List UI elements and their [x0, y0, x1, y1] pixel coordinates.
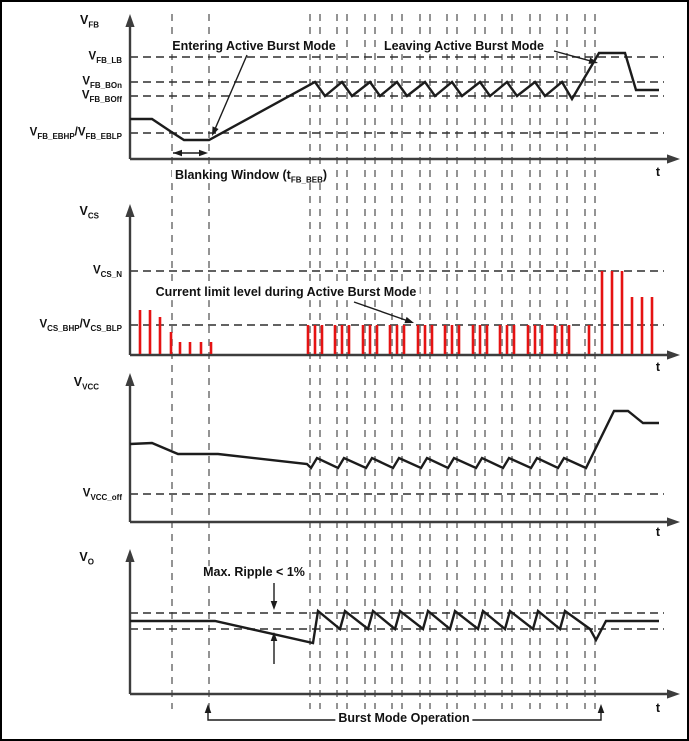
vfb-axis-label: $V_{FB}$	[79, 13, 99, 30]
leaving-burst-mode-text: Leaving Active Burst Mode	[381, 40, 547, 54]
vvcc-off-label: $V_{VCC\_off}$	[82, 487, 122, 502]
blanking-window-text: Blanking Window $(t_{FB\_BEB})$	[172, 169, 330, 183]
vfb-lb-label: $V_{FB\_LB}$	[88, 50, 122, 65]
vvcc-time-label: t	[655, 525, 661, 540]
vcs-n-label: $V_{CS\_N}$	[92, 264, 122, 279]
burst-span-left-arrowhead	[205, 704, 212, 713]
diagram-canvas	[2, 2, 689, 741]
current-limit-text: Current limit level during Active Burst Mode	[153, 286, 420, 300]
vcs-time-label: t	[655, 360, 661, 375]
max-ripple-upper-arrow-head	[271, 601, 278, 610]
vfb-time-label: t	[655, 165, 661, 180]
y-axis-arrowhead	[125, 14, 134, 27]
y-axis-arrowhead	[125, 204, 134, 217]
vcs-bhp-blp-label: $V_{CS\_BHP}/V_{CS\_BLP}$	[39, 318, 122, 333]
burst-mode-operation-text: Burst Mode Operation	[335, 712, 472, 726]
plot-vfb	[125, 14, 680, 164]
blanking-window-span-arrow-head	[173, 150, 182, 157]
x-axis-arrowhead	[667, 689, 680, 698]
max-ripple-text: Max. Ripple < 1%	[200, 566, 308, 580]
current-limit-arrow-head	[404, 317, 414, 323]
entering-burst-mode-text: Entering Active Burst Mode	[169, 40, 338, 54]
vfb-ebhp-eblp-label: $V_{FB\_EBHP}/V_{FB\_EBLP}$	[29, 126, 122, 141]
blanking-window-span-arrow-head	[199, 150, 208, 157]
y-axis-arrowhead	[125, 373, 134, 386]
vo-time-label: t	[655, 701, 661, 716]
x-axis-arrowhead	[667, 517, 680, 526]
y-axis-arrowhead	[125, 549, 134, 562]
vcs-axis-label: $V_{CS}$	[79, 204, 99, 221]
x-axis-arrowhead	[667, 350, 680, 359]
current-limit-arrow	[354, 302, 409, 321]
vvcc-axis-label: $V_{VCC}$	[73, 375, 99, 392]
vfb-bon-label: $V_{FB\_BOn}$	[82, 75, 122, 90]
x-axis-arrowhead	[667, 154, 680, 163]
burst-span-right-arrowhead	[598, 704, 605, 713]
vo-axis-label: $V_O$	[79, 550, 94, 567]
vfb-boff-label: $V_{FB\_BOff}$	[81, 89, 122, 104]
gridlines	[172, 14, 595, 709]
entering-burst-mode-arrow	[214, 55, 247, 131]
